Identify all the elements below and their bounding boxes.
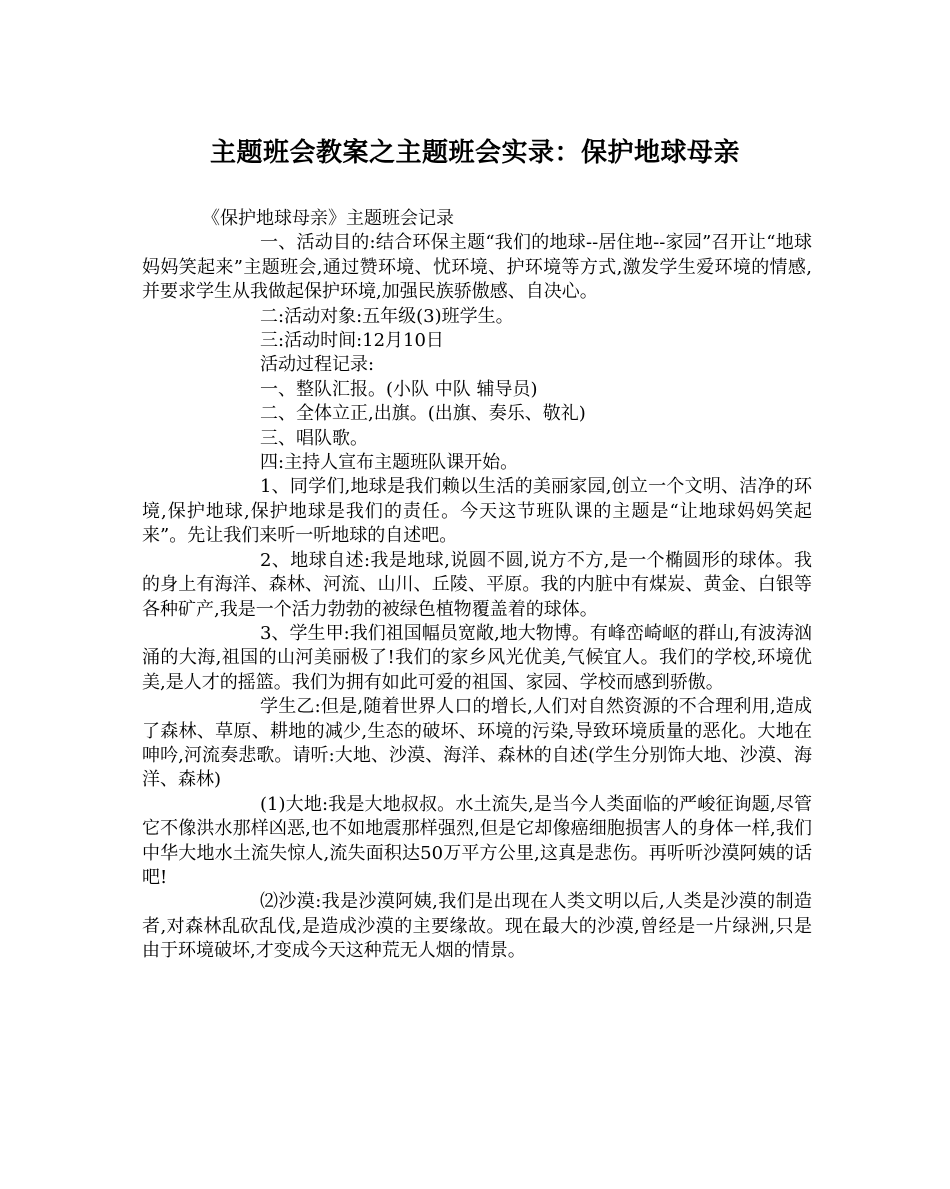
document-subtitle: 《保护地球母亲》主题班会记录 — [202, 208, 454, 229]
paragraph-process-record: 活动过程记录: — [260, 354, 375, 376]
paragraph-step-song: 三、唱队歌。 — [260, 427, 368, 449]
paragraph-activity-target: 二:活动对象:五年级(3)班学生。 — [260, 305, 514, 327]
document-body — [142, 207, 812, 964]
paragraph-activity-time: 三:活动时间:12月10日 — [260, 330, 444, 352]
paragraph-student-b: 学生乙:但是,随着世界人口的增长,人们对自然资源的不合理利用,造成了森林、草原、耕地的减少,生态的破坏、环境的污染,导致环境质量的恶化。大地在呻吟,河流奏悲歌。请听:大地、沙漠、海洋、森林的自述(学生分别饰大地、沙漠、海洋、森林) — [142, 696, 812, 791]
paragraph-student-a: 3、学生甲:我们祖国幅员宽敞,地大物博。有峰峦崎岖的群山,有波涛汹涌的大海,祖国的山河美丽极了!我们的家乡风光优美,气候宜人。我们的学校,环境优美,是人才的摇篮。我们为拥有如此可爱的祖国、家园、学校而感到骄傲。 — [142, 622, 812, 693]
paragraph-desert: ⑵沙漠:我是沙漠阿姨,我们是出现在人类文明以后,人类是沙漠的制造者,对森林乱砍乱伐,是造成沙漠的主要缘故。现在最大的沙漠,曾经是一片绿洲,只是由于环境破坏,才变成今天这种荒无人烟的情景。 — [142, 891, 812, 962]
paragraph-land: (1)大地:我是大地叔叔。水土流失,是当今人类面临的严峻征询题,尽管它不像洪水那样凶恶,也不如地震那样强烈,但是它却像癌细胞损害人的身体一样,我们中华大地水土流失惊人,流失面积达50万平方公里,这真是悲伤。再听听沙漠阿姨的话吧! — [142, 793, 812, 888]
paragraph-host-intro: 1、同学们,地球是我们赖以生活的美丽家园,创立一个文明、洁净的环境,保护地球,保护地球是我们的责任。今天这节班队课的主题是“让地球妈妈笑起来”。先让我们来听一听地球的自述吧。 — [142, 476, 812, 547]
paragraph-earth-self-statement: 2、地球自述:我是地球,说圆不圆,说方不方,是一个椭圆形的球体。我的身上有海洋、森林、河流、山川、丘陵、平原。我的内脏中有煤炭、黄金、白银等各种矿产,我是一个活力勃勃的被绿色植物覆盖着的球体。 — [142, 549, 812, 620]
paragraph-activity-purpose: 一、活动目的:结合环保主题“我们的地球--居住地--家园”召开让“地球妈妈笑起来”主题班会,通过赞环境、忧环境、护环境等方式,激发学生爱环境的情感,并要求学生从我做起保护环境,加强民族骄傲感、自决心。 — [142, 232, 812, 303]
paragraph-step-host: 四:主持人宣布主题班队课开始。 — [260, 452, 519, 474]
document-title: 主题班会教案之主题班会实录：保护地球母亲 — [209, 138, 740, 168]
paragraph-step-flag: 二、全体立正,出旗。(出旗、奏乐、敬礼) — [260, 403, 586, 425]
paragraph-step-report: 一、整队汇报。(小队 中队 辅导员) — [260, 378, 538, 400]
